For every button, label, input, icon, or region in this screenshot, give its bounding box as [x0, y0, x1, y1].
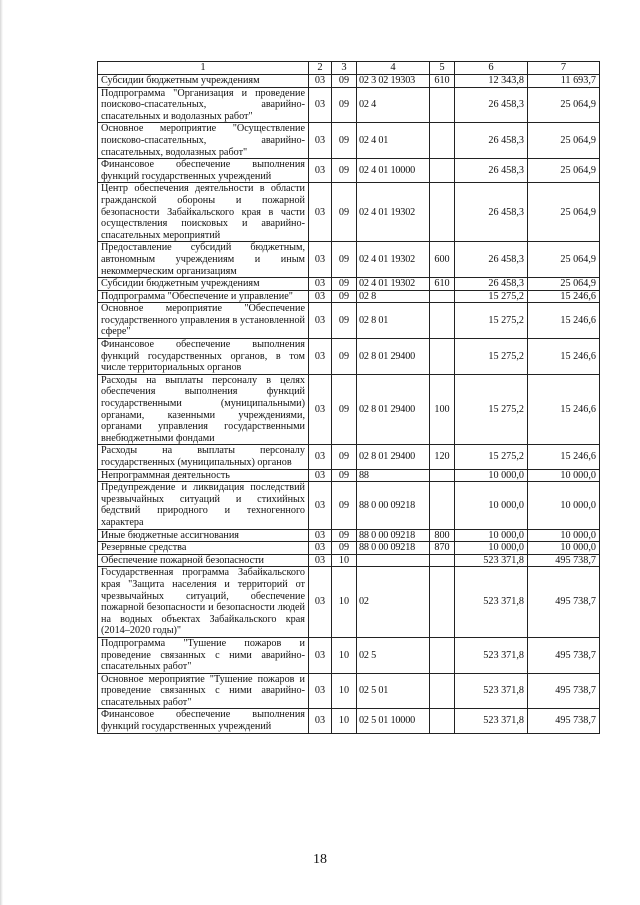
- amount-col6-cell: 15 275,2: [455, 374, 528, 445]
- amount-col7-cell: 25 064,9: [528, 242, 600, 278]
- table-row: [98, 482, 600, 529]
- amount-col6-cell: 523 371,8: [455, 637, 528, 673]
- target-article-cell: 02 4: [357, 87, 430, 123]
- table-row: [98, 123, 600, 159]
- expense-type-cell: [430, 637, 455, 673]
- amount-col6-cell: 10 000,0: [455, 469, 528, 482]
- expense-type-cell: [430, 673, 455, 709]
- target-article-cell: 02 4 01 19302: [357, 183, 430, 242]
- amount-col6-cell: 15 275,2: [455, 445, 528, 469]
- target-article-cell: 02 5 01 10000: [357, 709, 430, 733]
- scan-edge-shadow: [0, 0, 3, 905]
- target-article-cell: 02 8 01 29400: [357, 339, 430, 375]
- section-code-cell: 03: [309, 673, 332, 709]
- section-code-cell: 03: [309, 529, 332, 542]
- expense-name-cell: Подпрограмма "Тушение пожаров и проведение связанных с ними аварийно-спасательных работ": [98, 637, 309, 673]
- amount-col6-cell: 10 000,0: [455, 482, 528, 529]
- expense-type-cell: 610: [430, 278, 455, 291]
- table-row: [98, 709, 600, 733]
- subsection-code-cell: 09: [332, 445, 357, 469]
- expense-type-cell: [430, 469, 455, 482]
- section-code-cell: 03: [309, 290, 332, 303]
- section-code-cell: 03: [309, 278, 332, 291]
- subsection-code-cell: 09: [332, 75, 357, 88]
- target-article-cell: 02 5: [357, 637, 430, 673]
- subsection-code-cell: 10: [332, 554, 357, 567]
- expense-name-cell: Обеспечение пожарной безопасности: [98, 554, 309, 567]
- subsection-code-cell: 09: [332, 123, 357, 159]
- subsection-code-cell: 09: [332, 159, 357, 183]
- subsection-code-cell: 10: [332, 567, 357, 638]
- subsection-code-cell: 09: [332, 87, 357, 123]
- section-code-cell: 03: [309, 87, 332, 123]
- amount-col7-cell: 11 693,7: [528, 75, 600, 88]
- expense-name-cell: Субсидии бюджетным учреждениям: [98, 75, 309, 88]
- amount-col7-cell: 25 064,9: [528, 183, 600, 242]
- expense-type-cell: [430, 303, 455, 339]
- amount-col6-cell: 523 371,8: [455, 567, 528, 638]
- expense-type-cell: 610: [430, 75, 455, 88]
- amount-col7-cell: 10 000,0: [528, 482, 600, 529]
- section-code-cell: 03: [309, 567, 332, 638]
- expense-type-cell: [430, 554, 455, 567]
- section-code-cell: 03: [309, 242, 332, 278]
- expense-type-cell: [430, 183, 455, 242]
- expense-type-cell: [430, 159, 455, 183]
- target-article-cell: 02 4 01: [357, 123, 430, 159]
- target-article-cell: 88 0 00 09218: [357, 482, 430, 529]
- expense-type-cell: 600: [430, 242, 455, 278]
- budget-table: [97, 61, 600, 734]
- section-code-cell: 03: [309, 445, 332, 469]
- expense-name-cell: Основное мероприятие "Обеспечение государственного управления в установленной сфере": [98, 303, 309, 339]
- expense-name-cell: Иные бюджетные ассигнования: [98, 529, 309, 542]
- amount-col6-cell: 26 458,3: [455, 183, 528, 242]
- target-article-cell: 02 3 02 19303: [357, 75, 430, 88]
- subsection-code-cell: 09: [332, 278, 357, 291]
- subsection-code-cell: 09: [332, 242, 357, 278]
- subsection-code-cell: 09: [332, 529, 357, 542]
- subsection-code-cell: 09: [332, 290, 357, 303]
- amount-col6-cell: 523 371,8: [455, 673, 528, 709]
- column-header: 6: [455, 62, 528, 75]
- table-row: [98, 242, 600, 278]
- amount-col7-cell: 15 246,6: [528, 303, 600, 339]
- column-header: 1: [98, 62, 309, 75]
- section-code-cell: 03: [309, 469, 332, 482]
- amount-col6-cell: 15 275,2: [455, 339, 528, 375]
- target-article-cell: 02 4 01 19302: [357, 242, 430, 278]
- target-article-cell: 02 8 01 29400: [357, 445, 430, 469]
- target-article-cell: 02 8: [357, 290, 430, 303]
- expense-type-cell: 100: [430, 374, 455, 445]
- subsection-code-cell: 09: [332, 469, 357, 482]
- expense-name-cell: Подпрограмма "Организация и проведение поисково-спасательных, аварийно-спасательных и водолазных работ": [98, 87, 309, 123]
- target-article-cell: 02 4 01 19302: [357, 278, 430, 291]
- amount-col7-cell: 10 000,0: [528, 469, 600, 482]
- expense-name-cell: Предупреждение и ликвидация последствий чрезвычайных ситуаций и стихийных бедствий природного и техногенного характера: [98, 482, 309, 529]
- amount-col7-cell: 25 064,9: [528, 123, 600, 159]
- subsection-code-cell: 09: [332, 542, 357, 555]
- target-article-cell: 02 8 01: [357, 303, 430, 339]
- section-code-cell: 03: [309, 709, 332, 733]
- column-header: 5: [430, 62, 455, 75]
- expense-type-cell: 870: [430, 542, 455, 555]
- table-body: [98, 62, 600, 734]
- expense-name-cell: Центр обеспечения деятельности в области гражданской обороны и пожарной безопасности Забайкальского края в части осуществления поисковых и аварийно-спасательных мероприятий: [98, 183, 309, 242]
- section-code-cell: 03: [309, 75, 332, 88]
- table-row: [98, 469, 600, 482]
- amount-col7-cell: 495 738,7: [528, 637, 600, 673]
- table-row: [98, 673, 600, 709]
- amount-col6-cell: 10 000,0: [455, 529, 528, 542]
- amount-col6-cell: 10 000,0: [455, 542, 528, 555]
- amount-col6-cell: 26 458,3: [455, 242, 528, 278]
- table-row: [98, 554, 600, 567]
- amount-col6-cell: 523 371,8: [455, 554, 528, 567]
- subsection-code-cell: 10: [332, 709, 357, 733]
- section-code-cell: 03: [309, 183, 332, 242]
- table-row: [98, 159, 600, 183]
- amount-col6-cell: 15 275,2: [455, 303, 528, 339]
- target-article-cell: 88 0 00 09218: [357, 542, 430, 555]
- table-row: [98, 278, 600, 291]
- amount-col6-cell: 15 275,2: [455, 290, 528, 303]
- expense-type-cell: [430, 290, 455, 303]
- section-code-cell: 03: [309, 542, 332, 555]
- expense-name-cell: Финансовое обеспечение выполнения функций государственных учреждений: [98, 709, 309, 733]
- table-row: [98, 542, 600, 555]
- expense-type-cell: [430, 567, 455, 638]
- subsection-code-cell: 10: [332, 637, 357, 673]
- amount-col7-cell: 15 246,6: [528, 374, 600, 445]
- table-row: [98, 339, 600, 375]
- table-row: [98, 567, 600, 638]
- expense-name-cell: Расходы на выплаты персоналу государственных (муниципальных) органов: [98, 445, 309, 469]
- section-code-cell: 03: [309, 339, 332, 375]
- page-number: 18: [313, 852, 327, 867]
- section-code-cell: 03: [309, 482, 332, 529]
- table-row: [98, 87, 600, 123]
- section-code-cell: 03: [309, 303, 332, 339]
- amount-col7-cell: 25 064,9: [528, 159, 600, 183]
- amount-col7-cell: 25 064,9: [528, 278, 600, 291]
- expense-type-cell: [430, 709, 455, 733]
- column-header: 7: [528, 62, 600, 75]
- amount-col7-cell: 495 738,7: [528, 554, 600, 567]
- amount-col7-cell: 495 738,7: [528, 567, 600, 638]
- section-code-cell: 03: [309, 637, 332, 673]
- column-number-header-row: [98, 62, 600, 75]
- amount-col6-cell: 26 458,3: [455, 87, 528, 123]
- subsection-code-cell: 09: [332, 482, 357, 529]
- expense-type-cell: [430, 339, 455, 375]
- table-row: [98, 445, 600, 469]
- target-article-cell: 88: [357, 469, 430, 482]
- section-code-cell: 03: [309, 374, 332, 445]
- expense-name-cell: Финансовое обеспечение выполнения функций государственных учреждений: [98, 159, 309, 183]
- amount-col6-cell: 26 458,3: [455, 123, 528, 159]
- target-article-cell: [357, 554, 430, 567]
- column-header: 4: [357, 62, 430, 75]
- expense-type-cell: [430, 482, 455, 529]
- table-row: [98, 303, 600, 339]
- expense-type-cell: 800: [430, 529, 455, 542]
- amount-col7-cell: 10 000,0: [528, 542, 600, 555]
- amount-col6-cell: 12 343,8: [455, 75, 528, 88]
- section-code-cell: 03: [309, 554, 332, 567]
- table-row: [98, 290, 600, 303]
- expense-type-cell: 120: [430, 445, 455, 469]
- amount-col7-cell: 495 738,7: [528, 709, 600, 733]
- expense-name-cell: Непрограммная деятельность: [98, 469, 309, 482]
- subsection-code-cell: 10: [332, 673, 357, 709]
- amount-col7-cell: 495 738,7: [528, 673, 600, 709]
- section-code-cell: 03: [309, 123, 332, 159]
- subsection-code-cell: 09: [332, 303, 357, 339]
- section-code-cell: 03: [309, 159, 332, 183]
- expense-name-cell: Субсидии бюджетным учреждениям: [98, 278, 309, 291]
- target-article-cell: 02: [357, 567, 430, 638]
- expense-type-cell: [430, 123, 455, 159]
- column-header: 3: [332, 62, 357, 75]
- amount-col6-cell: 523 371,8: [455, 709, 528, 733]
- table-row: [98, 529, 600, 542]
- expense-name-cell: Основное мероприятие "Тушение пожаров и проведение связанных с ними аварийно-спасательных работ": [98, 673, 309, 709]
- subsection-code-cell: 09: [332, 339, 357, 375]
- amount-col7-cell: 15 246,6: [528, 339, 600, 375]
- target-article-cell: 88 0 00 09218: [357, 529, 430, 542]
- amount-col6-cell: 26 458,3: [455, 159, 528, 183]
- target-article-cell: 02 5 01: [357, 673, 430, 709]
- target-article-cell: 02 8 01 29400: [357, 374, 430, 445]
- amount-col6-cell: 26 458,3: [455, 278, 528, 291]
- expense-type-cell: [430, 87, 455, 123]
- expense-name-cell: Предоставление субсидий бюджетным, автономным учреждениям и иным некоммерческим организациям: [98, 242, 309, 278]
- table-row: [98, 374, 600, 445]
- expense-name-cell: Государственная программа Забайкальского края "Защита населения и территорий от чрезвычайных ситуаций, обеспечение пожарной безопасности и безопасности людей на водных объектах Забайкальского края (2014–2020 годы)": [98, 567, 309, 638]
- subsection-code-cell: 09: [332, 183, 357, 242]
- expense-name-cell: Расходы на выплаты персоналу в целях обеспечения выполнения функций государственными (муниципальными) органами, казенными учреждениями, органами управления государственными внебюджетными фондами: [98, 374, 309, 445]
- amount-col7-cell: 10 000,0: [528, 529, 600, 542]
- expense-name-cell: Финансовое обеспечение выполнения функций государственных органов, в том числе территориальных органов: [98, 339, 309, 375]
- table-row: [98, 183, 600, 242]
- table-row: [98, 75, 600, 88]
- expense-name-cell: Основное мероприятие "Осуществление поисково-спасательных, аварийно-спасательных, водолазных работ": [98, 123, 309, 159]
- column-header: 2: [309, 62, 332, 75]
- amount-col7-cell: 15 246,6: [528, 445, 600, 469]
- expense-name-cell: Подпрограмма "Обеспечение и управление": [98, 290, 309, 303]
- expense-name-cell: Резервные средства: [98, 542, 309, 555]
- amount-col7-cell: 25 064,9: [528, 87, 600, 123]
- amount-col7-cell: 15 246,6: [528, 290, 600, 303]
- target-article-cell: 02 4 01 10000: [357, 159, 430, 183]
- table-row: [98, 637, 600, 673]
- subsection-code-cell: 09: [332, 374, 357, 445]
